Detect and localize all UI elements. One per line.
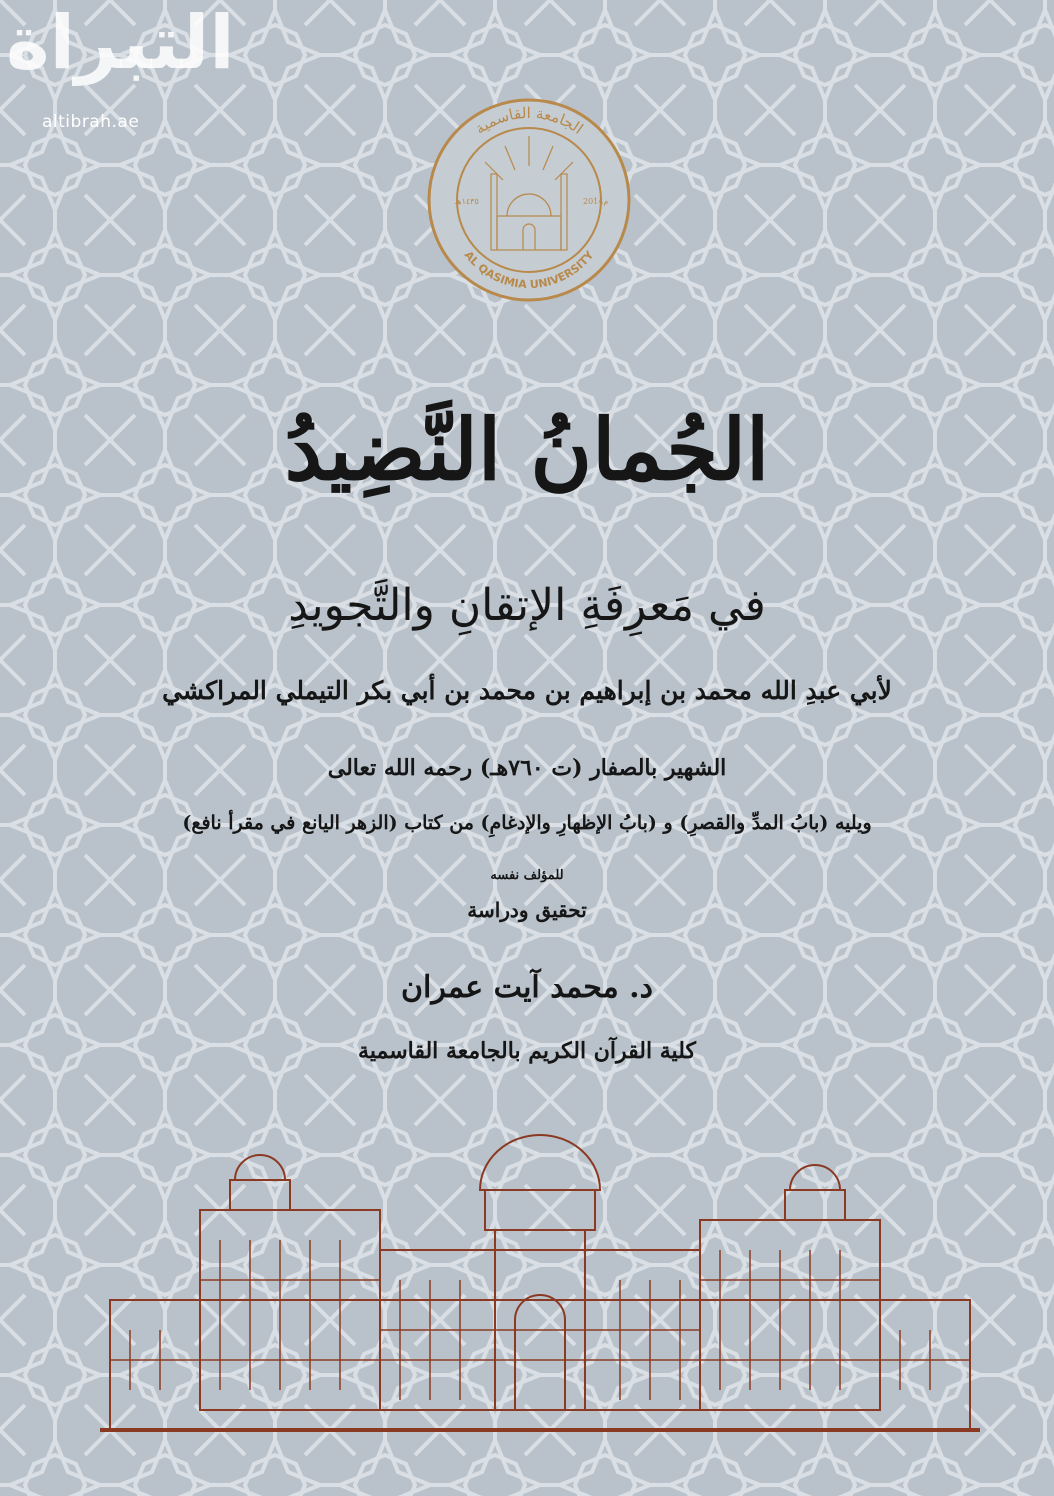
svg-text:AL QASIMIA UNIVERSITY: AL QASIMIA UNIVERSITY — [461, 248, 597, 292]
svg-text:2014م: 2014م — [583, 197, 609, 206]
appendix-note: ويليه (بابُ المدِّ والقصرِ) و (بابُ الإظهارِ والإدغامِ) من كتاب (الزهر اليانع في مقرأ نافع) — [182, 812, 872, 834]
watermark-url: altibrah.ae — [42, 112, 140, 132]
svg-text:١٤٣٥هـ: ١٤٣٥هـ — [455, 197, 479, 206]
university-seal — [425, 96, 633, 304]
book-title: الجُمانُ النَّضِيدُ — [284, 400, 770, 499]
author-name: لأبي عبدِ الله محمد بن إبراهيم بن محمد بن أبي بكر التيملي المراكشي — [162, 676, 892, 705]
editor-affiliation: كلية القرآن الكريم بالجامعة القاسمية — [358, 1038, 696, 1064]
svg-text:الجامعة القاسمية: الجامعة القاسمية — [471, 103, 587, 138]
editor-name: د. محمد آيت عمران — [401, 970, 653, 1005]
university-building-illustration — [100, 1130, 980, 1450]
edited-label: تحقيق ودراسة — [467, 898, 587, 922]
author-known-as: الشهير بالصفار (ت ٧٦٠هـ) رحمه الله تعالى — [327, 755, 727, 781]
watermark-arabic: التبراة — [6, 0, 235, 86]
watermark-logo — [0, 0, 235, 140]
book-subtitle: في مَعرِفَةِ الإتقانِ والتَّجويدِ — [288, 580, 766, 631]
same-author-note: للمؤلف نفسه — [490, 868, 564, 883]
